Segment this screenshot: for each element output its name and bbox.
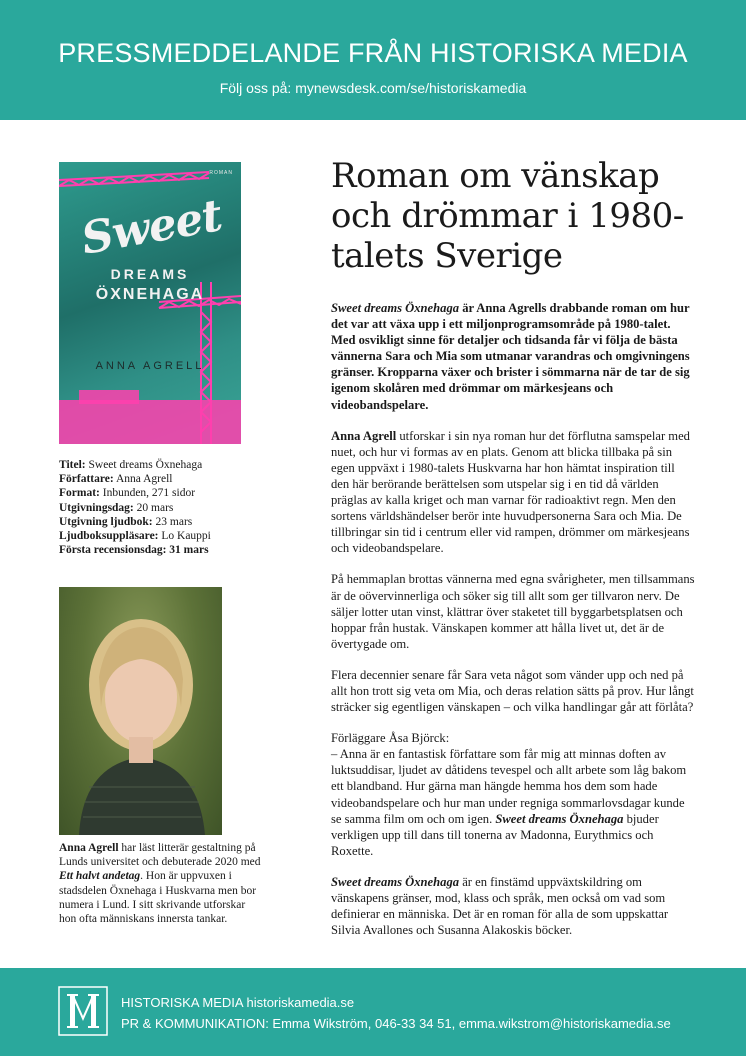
article-body bbox=[331, 300, 695, 953]
header-banner bbox=[0, 0, 746, 120]
follow-link[interactable]: Följ oss på: mynewsdesk.com/se/historiskamedia bbox=[219, 80, 527, 96]
author-photo bbox=[59, 587, 222, 835]
footer-banner bbox=[0, 968, 746, 1056]
historiska-media-logo bbox=[58, 986, 108, 1036]
bio-debut-title: Ett halvt andetag bbox=[59, 870, 141, 883]
footer-site-link[interactable]: historiskamedia.se bbox=[242, 995, 355, 1010]
cover-title-dreams: DREAMS bbox=[110, 266, 190, 282]
paragraph: På hemmaplan brottas vännerna med egna svårigheter, men tillsammans är de oövervinnerliga och söker sig till allt som ger tillvaron nerv. De säljer lotter utan vinst, klättrar över staketet till byggarbetsplatsen och hoppar från hustak. Vänskapen kommer att hålla livet ut, det är de övertygade om. bbox=[331, 572, 695, 651]
lead-paragraph: Sweet dreams Öxnehaga är Anna Agrells drabbande roman om hur det var att växa upp i ett miljonprogramsområde på 1980-talet. Med osvikligt sinne för detaljer och tidsanda får vi följa de bästa vännerna Sara och Mia som utmanar varandras och omgivningens gränser. Kropparna växer och brister i sömmarna när de tar de sig igenom skolåren med drömmar om märkesjeans och videobandspelare. bbox=[331, 301, 690, 412]
meta-row: Titel: Sweet dreams Öxnehaga bbox=[59, 459, 203, 471]
paragraph: Sweet dreams Öxnehaga är en finstämd uppväxtskildring om vänskapens gränser, mod, klass och språk, men också om vad som definierar en människa. Det är en roman för alla de som uppskattar Silvia Avallones och Susanna Alakoskis böcker. bbox=[331, 874, 669, 938]
cover-label: ROMAN bbox=[209, 170, 233, 176]
meta-row: Ljudboksuppläsare: Lo Kauppi bbox=[59, 530, 211, 543]
cover-author: ANNA AGRELL bbox=[95, 360, 205, 372]
book-cover bbox=[59, 162, 241, 444]
footer-brand-line: HISTORISKA MEDIA historiskamedia.se bbox=[121, 995, 355, 1010]
meta-row: Författare: Anna Agrell bbox=[59, 473, 173, 486]
header-title: PRESSMEDDELANDE FRÅN HISTORISKA MEDIA bbox=[58, 38, 688, 68]
footer-contact[interactable]: PR & KOMMUNIKATION: Emma Wikström, 046-33 34 51, emma.wikstrom@historiskamedia.se bbox=[121, 1016, 671, 1031]
meta-row: Utgivningsdag: 20 mars bbox=[59, 501, 174, 514]
book-metadata bbox=[59, 458, 259, 557]
paragraph: Anna Agrell utforskar i sin nya roman hur det förflutna samspelar med nuet, och hur vi formas av en plats. Genom att blicka tillbaka på sin egen uppväxt i 1980-talets Huskvarna har hon hämtat inspiration till den här berörande berättelsen som utspelar sig i en tid då världen präglas av kalla kriget och man varnar för radioaktivt regn. Men den sortens världshändelser berör inte huvudpersonerna Sara och Mia. De tillbringar sin tid i centrum eller vid rampen, drömmer om märkesjeans och videobandspelare. bbox=[331, 428, 690, 556]
author-bio: Anna Agrell har läst litterär gestaltning på Lunds universitet och debuterade 2020 med Ett halvt andetag. Hon är uppvuxen i stadsdelen Öxnehaga i Huskvarna men bor numera i Lund. I sitt skrivande utforskar hon ofta människans innersta tankar. bbox=[59, 842, 261, 926]
bio-name: Anna Agrell bbox=[59, 842, 119, 854]
quote-paragraph: Förläggare Åsa Björck: – Anna är en fantastisk författare som får mig att minnas doften av luktsuddisar, ljudet av dåtidens tevespel och allt arbete som låg bakom ett blandband. Hur gärna man hängde hemma hos dem som hade videobandspelare och hur man under regniga sommarlovsdagar kunde se samma film om och om igen. Sweet dreams Öxnehaga bjuder verkligen upp till dans till tonerna av Madonna, Eurythmics och Roxette. bbox=[331, 731, 687, 858]
page-title: Roman om vänskap och drömmar i 1980-talets Sverige bbox=[331, 156, 684, 276]
meta-row: Format: Inbunden, 271 sidor bbox=[59, 487, 196, 500]
paragraph: Flera decennier senare får Sara veta något som vänder upp och ned på allt hon trott sig veta om Mia, och deras relation sätts på prov. Hur långt sträcker sig egentligen vänskapen – och vilka handlingar går att förlåta? bbox=[331, 667, 694, 715]
meta-row: Första recensionsdag: 31 mars bbox=[59, 544, 209, 557]
cover-title-sweet: Sweet bbox=[77, 190, 226, 265]
author-portrait bbox=[59, 587, 222, 835]
meta-row: Utgivning ljudbok: 23 mars bbox=[59, 515, 193, 528]
cover-title-place: ÖXNEHAGA bbox=[95, 286, 205, 303]
